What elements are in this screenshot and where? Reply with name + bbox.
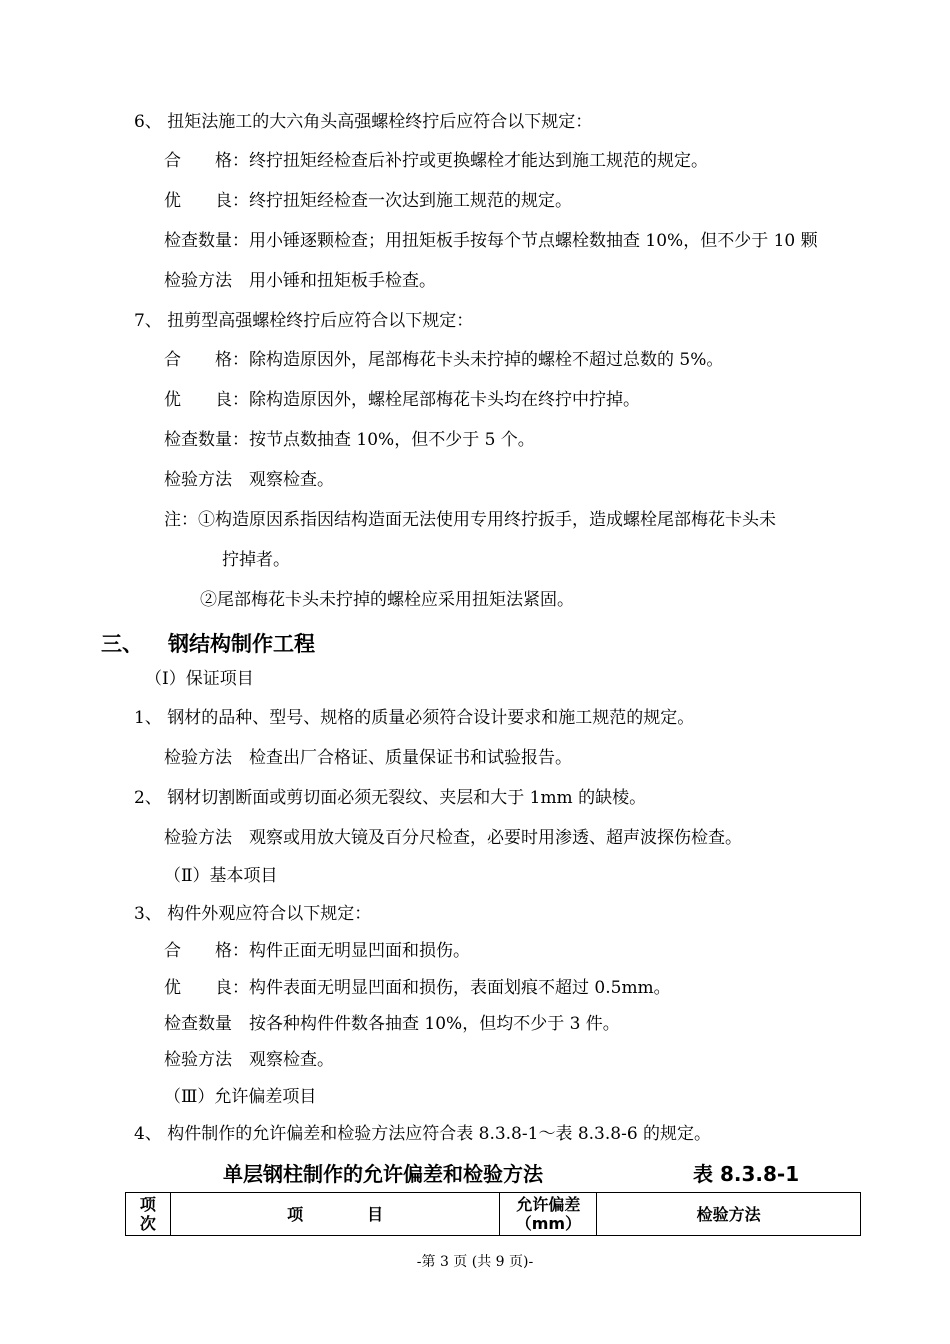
item-6-quantity: 检查数量：用小锤逐颗检查；用扭矩板手按每个节点螺栓数抽查 10%，但不少于 10 颗 [164,231,818,251]
subheading-tolerance: （Ⅲ）允许偏差项目 [164,1087,317,1107]
item-6-method: 检验方法 用小锤和扭矩板手检查。 [164,271,436,291]
item-6-good: 优 良：终拧扭矩经检查一次达到施工规范的规定。 [164,191,572,211]
item-7-heading: 7、 扭剪型高强螺栓终拧后应符合以下规定： [134,311,474,331]
item-3-pass: 合 格：构件正面无明显凹面和损伤。 [164,941,470,961]
section-title: 钢结构制作工程 [168,632,315,656]
item-3-heading: 3、 构件外观应符合以下规定： [134,904,372,924]
page-footer: -第 3 页 (共 9 页)- [416,1254,534,1270]
header-item: 项 目 [170,1193,500,1236]
note-2: ②尾部梅花卡头未拧掉的螺栓应采用扭矩法紧固。 [200,590,574,610]
table-header-row [126,1193,861,1236]
subheading-guarantee: （Ⅰ）保证项目 [145,669,254,689]
item-3-method: 检验方法 观察检查。 [164,1050,334,1070]
item-2-method: 检验方法 观察或用放大镜及百分尺检查，必要时用渗透、超声波探伤检查。 [164,828,742,848]
item-3-good: 优 良：构件表面无明显凹面和损伤，表面划痕不超过 0.5mm。 [164,978,671,998]
header-tolerance: 允许偏差 （mm） [500,1193,597,1236]
note-1-continued: 拧掉者。 [222,550,290,570]
table-caption-title: 单层钢柱制作的允许偏差和检验方法 [223,1162,543,1186]
table-caption-code: 表 8.3.8-1 [693,1162,800,1186]
item-4-heading: 4、 构件制作的允许偏差和检验方法应符合表 8.3.8-1～表 8.3.8-6 的规定。 [134,1124,712,1144]
header-item-no: 项 次 [126,1193,171,1236]
item-3-quantity: 检查数量 按各种构件件数各抽查 10%，但均不少于 3 件。 [164,1014,620,1034]
item-1-method: 检验方法 检查出厂合格证、质量保证书和试验报告。 [164,748,572,768]
tolerance-table [125,1192,861,1236]
subheading-basic: （Ⅱ）基本项目 [164,866,278,886]
item-7-quantity: 检查数量：按节点数抽查 10%，但不少于 5 个。 [164,430,535,450]
item-6-pass: 合 格：终拧扭矩经检查后补拧或更换螺栓才能达到施工规范的规定。 [164,151,708,171]
section-number: 三、 [101,632,143,656]
item-2-heading: 2、 钢材切割断面或剪切面必须无裂纹、夹层和大于 1mm 的缺棱。 [134,788,647,808]
header-method: 检验方法 [597,1193,861,1236]
item-1-heading: 1、 钢材的品种、型号、规格的质量必须符合设计要求和施工规范的规定。 [134,708,695,728]
item-6-heading: 6、 扭矩法施工的大六角头高强螺栓终拧后应符合以下规定： [134,112,593,132]
item-7-good: 优 良：除构造原因外，螺栓尾部梅花卡头均在终拧中拧掉。 [164,390,640,410]
item-7-pass: 合 格：除构造原因外，尾部梅花卡头未拧掉的螺栓不超过总数的 5%。 [164,350,724,370]
note-1: 注：①构造原因系指因结构造面无法使用专用终拧扳手，造成螺栓尾部梅花卡头未 [164,510,776,530]
item-7-method: 检验方法 观察检查。 [164,470,334,490]
